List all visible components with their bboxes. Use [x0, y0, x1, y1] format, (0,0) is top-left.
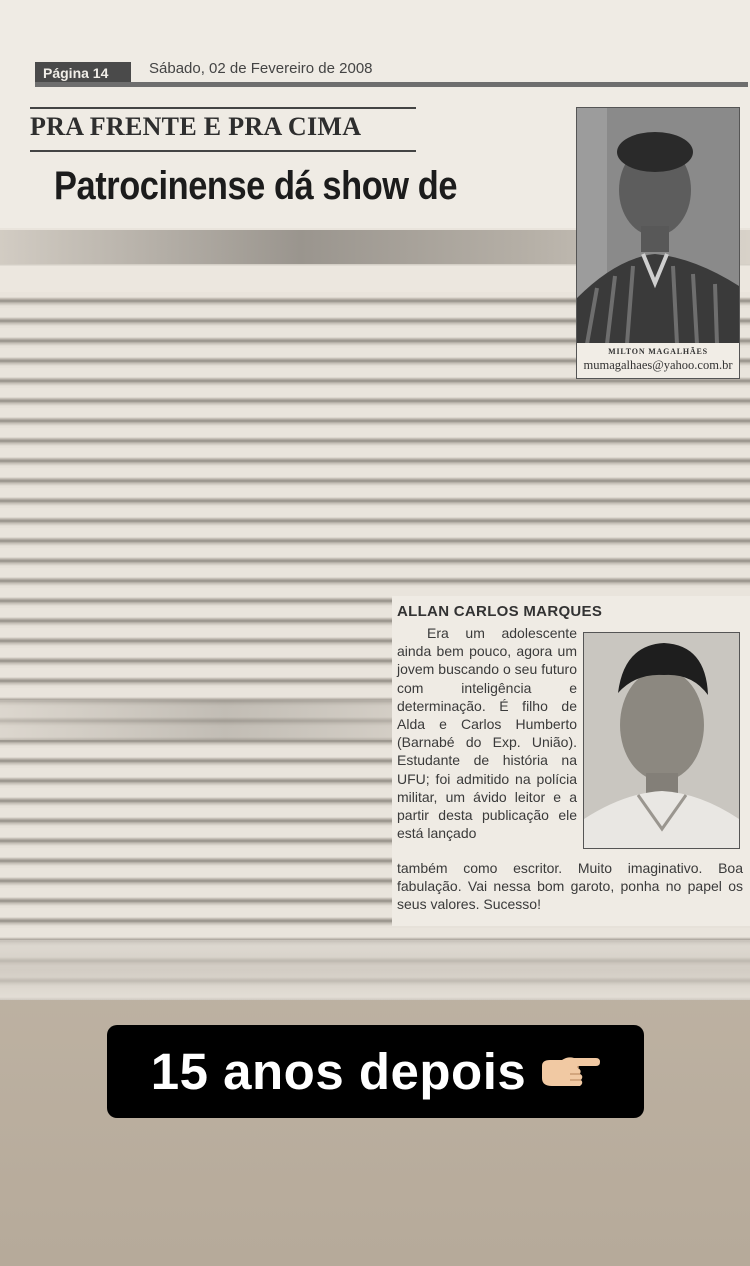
sticker-text: 15 anos depois: [150, 1043, 527, 1100]
author-portrait-icon: [577, 108, 739, 344]
story-sticker: [107, 1025, 644, 1118]
author-photo: [576, 107, 740, 345]
profile-text-narrow-content: Era um adolescente ainda bem pouco, agora um jovem buscando o seu futuro com inteligência e determinação. É filho de Alda e Carlos Humberto (Barnabé do Exp. União). Estudante de história na UFU; foi admitido na polícia militar, um ávido leitor e a partir desta publicação ele está lançado: [397, 625, 577, 842]
profile-portrait-icon: [584, 633, 739, 848]
header-rule: [35, 82, 748, 87]
blurred-text-band: [0, 940, 750, 1000]
kicker-rule-top: [30, 107, 416, 109]
column-kicker: PRA FRENTE E PRA CIMA: [30, 112, 362, 141]
author-name: MILTON MAGALHÃES: [608, 347, 708, 356]
issue-date: Sábado, 02 de Fevereiro de 2008: [149, 60, 373, 77]
profile-text-wide: também como escritor. Muito imaginativo. Boa fabulação. Vai nessa bom garoto, ponha no papel os seus valores. Sucesso!: [397, 860, 743, 913]
author-caption: [576, 343, 740, 379]
kicker-rule-bottom: [30, 150, 416, 152]
profile-photo: [583, 632, 740, 849]
article-headline: Patrocinense dá show de: [54, 164, 458, 208]
page-number-badge: Página 14: [35, 62, 131, 84]
pointing-right-hand-icon: [538, 1052, 600, 1092]
profile-text-narrow: [397, 624, 577, 842]
author-email: mumagalhaes@yahoo.com.br: [583, 358, 733, 372]
profile-title: ALLAN CARLOS MARQUES: [397, 603, 603, 620]
